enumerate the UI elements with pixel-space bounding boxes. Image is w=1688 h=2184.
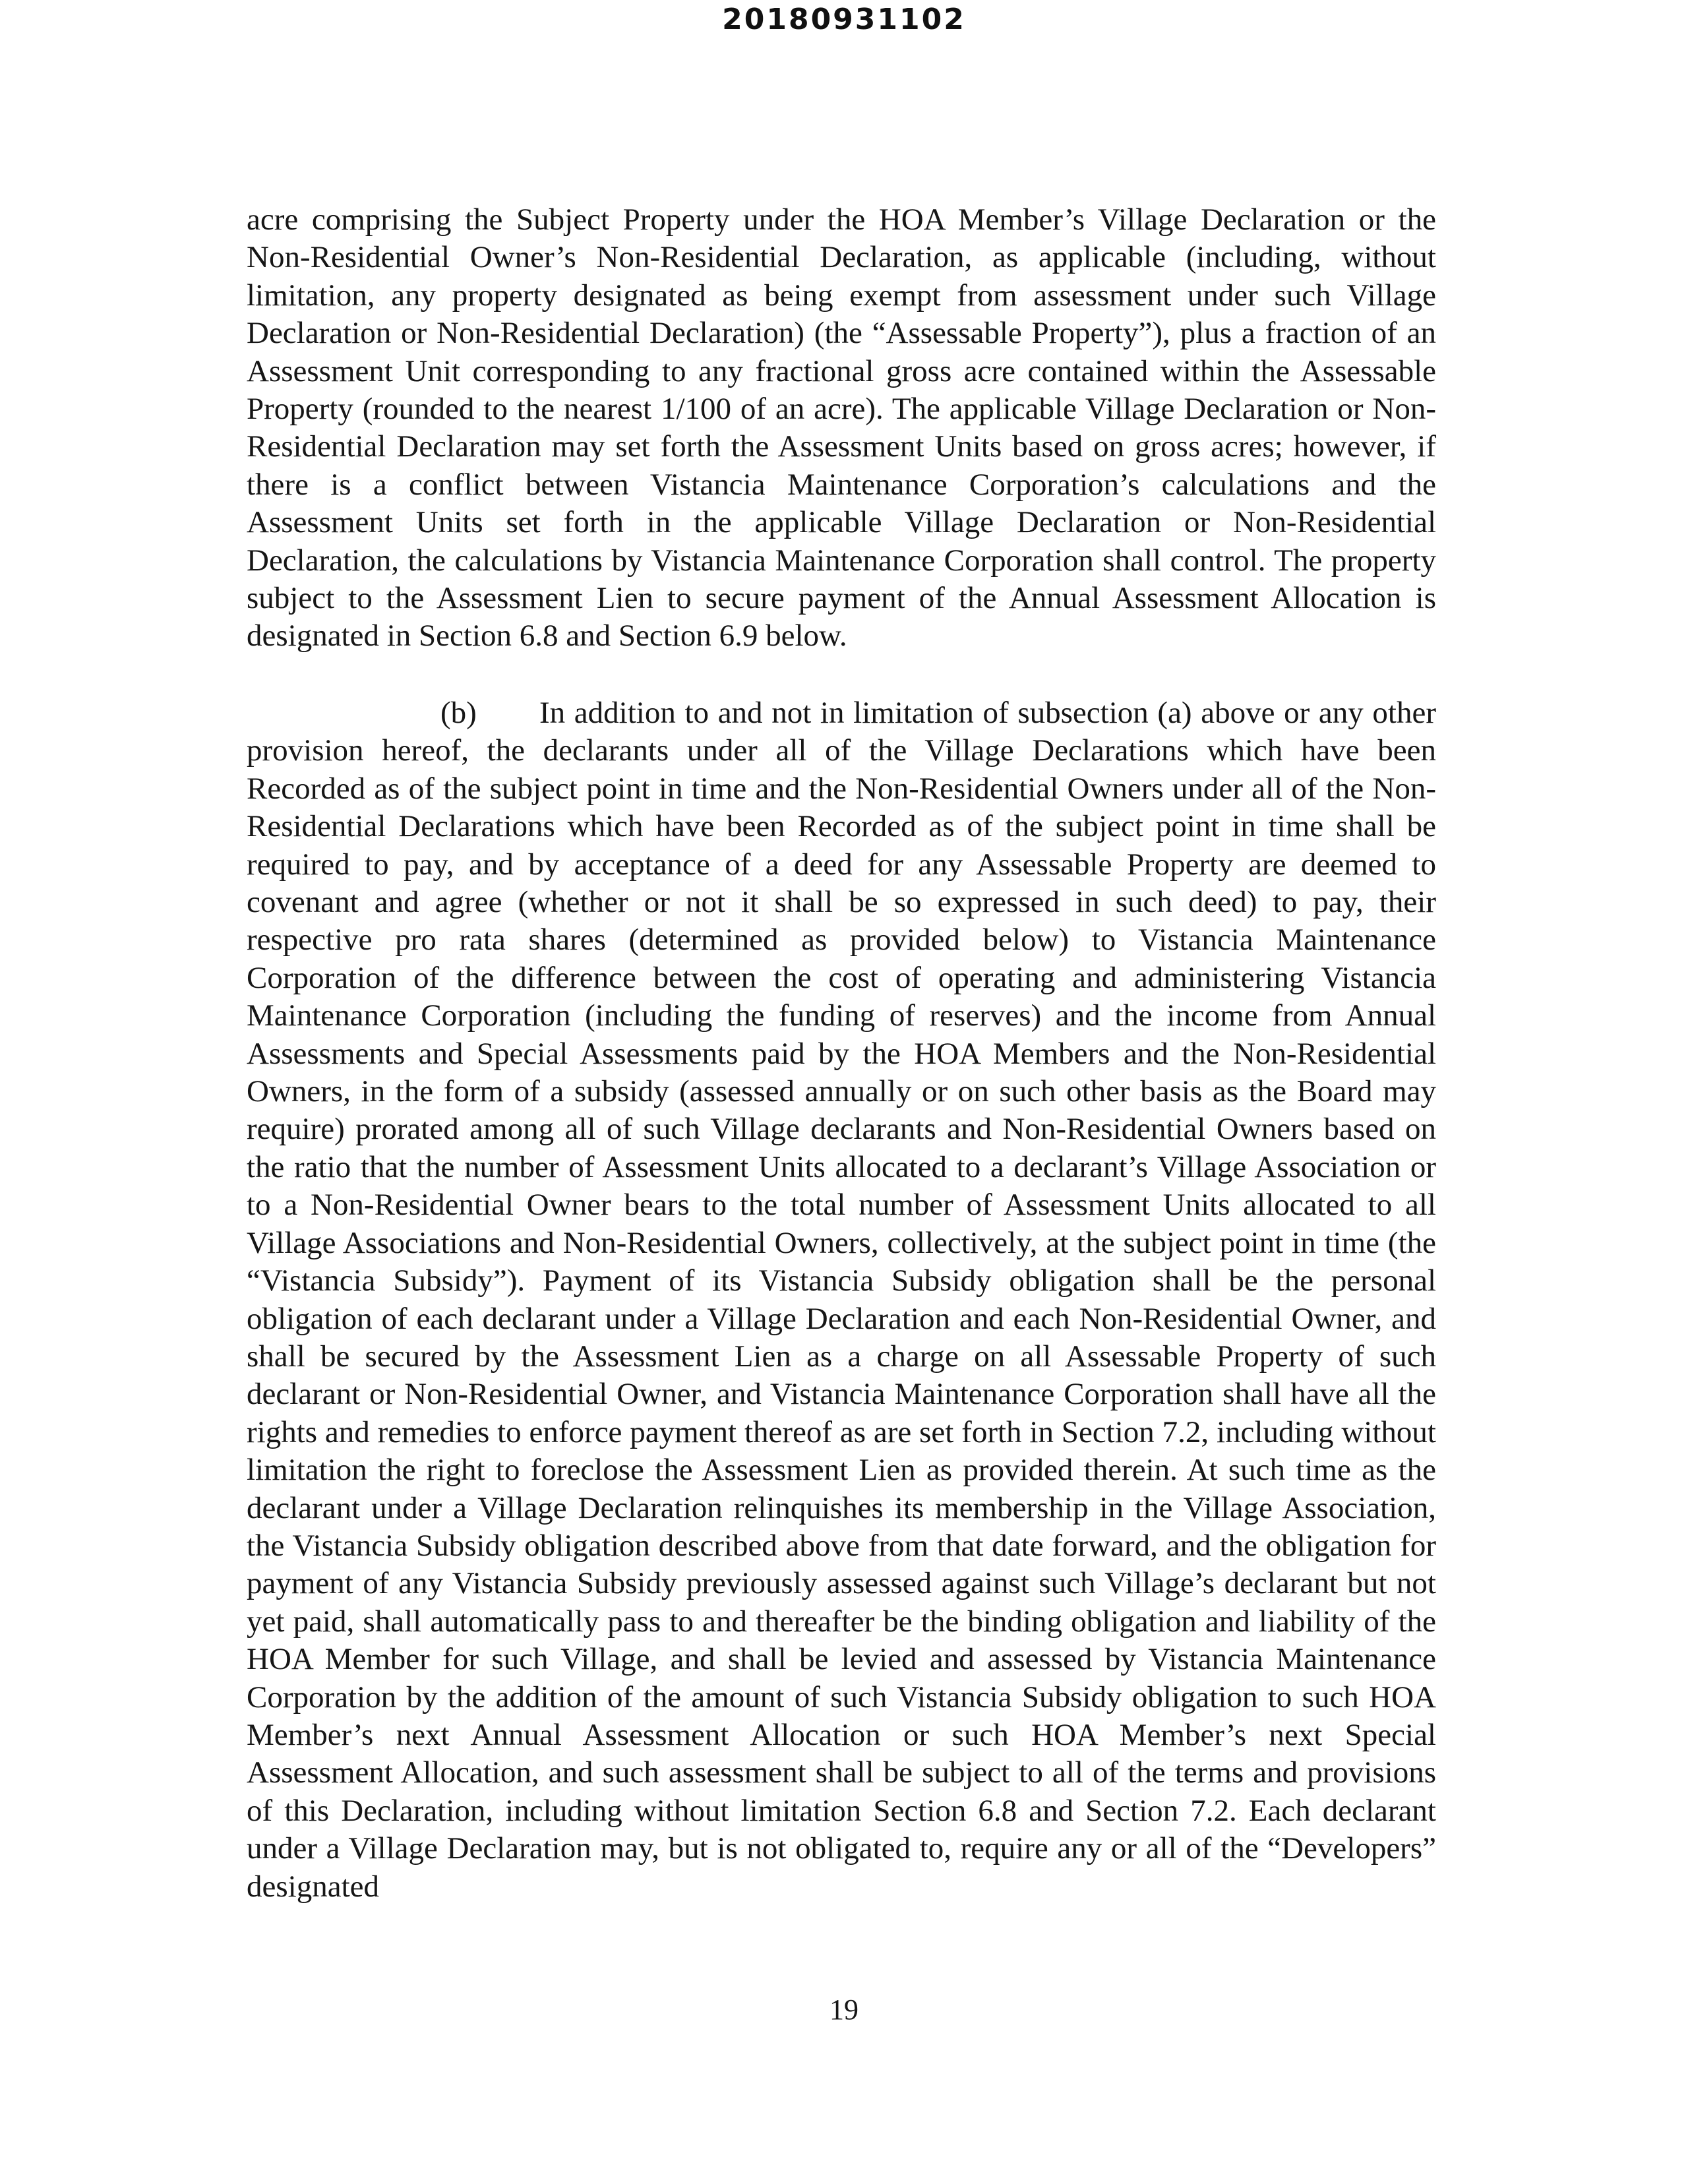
subsection-text: In addition to and not in limitation of subsection (a) above or any other provision hereof, the declarants under all of the Village Declarations which have been Recorded as of the subject point in time and the Non-Residential Owners under all of the Non-Residential Declarations which have been Recorded as of the subject point in time shall be required to pay, and by acceptance of a deed for any Assessable Property are deemed to covenant and agree (whether or not it shall be so expressed in such deed) to pay, their respective pro rata shares (determined as provided below) to Vistancia Maintenance Corporation of the difference between the cost of operating and administering Vistancia Maintenance Corporation (including the funding of reserves) and the income from Annual Assessments and Special Assessments paid by the HOA Members and the Non-Residential Owners, in the form of a subsidy (assessed annually or on such other basis as the Board may require) prorated among all of such Village declarants and Non-Residential Owners based on the ratio that the number of Assessment Units allocated to a declarant’s Village Association or to a Non-Residential Owner bears to the total number of Assessment Units allocated to all Village Associations and Non-Residential Owners, collectively, at the subject point in time (the “Vistancia Subsidy”). Payment of its Vistancia Subsidy obligation shall be the personal obligation of each declarant under a Village Declaration and each Non-Residential Owner, and shall be secured by the Assessment Lien as a charge on all Assessable Property of such declarant or Non-Residential Owner, and Vistancia Maintenance Corporation shall have all the rights and remedies to enforce payment thereof as are set forth in Section 7.2, including without limitation the right to foreclose the Assessment Lien as provided therein. At such time as the declarant under a Village Declaration relinquishes its membership in the Village Association, the Vistancia Subsidy obligation described above from that date forward, and the obligation for payment of any Vistancia Subsidy previously assessed against such Village’s declarant but not yet paid, shall automatically pass to and thereafter be the binding obligation and liability of the HOA Member for such Village, and shall be levied and assessed by Vistancia Maintenance Corporation by the addition of the amount of such Vistancia Subsidy obligation to such HOA Member’s next Annual Assessment Allocation or such HOA Member’s next Special Assessment Allocation, and such assessment shall be subject to all of the terms and provisions of this Declaration, including without limitation Section 6.8 and Section 7.2. Each declarant under a Village Declaration may, but is not obligated to, require any or all of the “Developers” designated	[247, 696, 1436, 1904]
paragraph-continuation: acre comprising the Subject Property under the HOA Member’s Village Declaration or the Non-Residential Owner’s Non-Residential Declaration, as applicable (including, without limitation, any property designated as being exempt from assessment under such Village Declaration or Non-Residential Declaration) (the “Assessable Property”), plus a fraction of an Assessment Unit corresponding to any fractional gross acre contained within the Assessable Property (rounded to the nearest 1/100 of an acre). The applicable Village Declaration or Non-Residential Declaration may set forth the Assessment Units based on gross acres; however, if there is a conflict between Vistancia Maintenance Corporation’s calculations and the Assessment Units set forth in the applicable Village Declaration or Non-Residential Declaration, the calculations by Vistancia Maintenance Corporation shall control. The property subject to the Assessment Lien to secure payment of the Annual Assessment Allocation is designated in Section 6.8 and Section 6.9 below.	[247, 202, 1436, 653]
recording-number: 20180931102	[722, 3, 966, 36]
page-number: 19	[829, 1993, 859, 2026]
subsection-label: (b)	[440, 696, 477, 730]
paragraph-subsection-b	[247, 694, 1436, 1906]
